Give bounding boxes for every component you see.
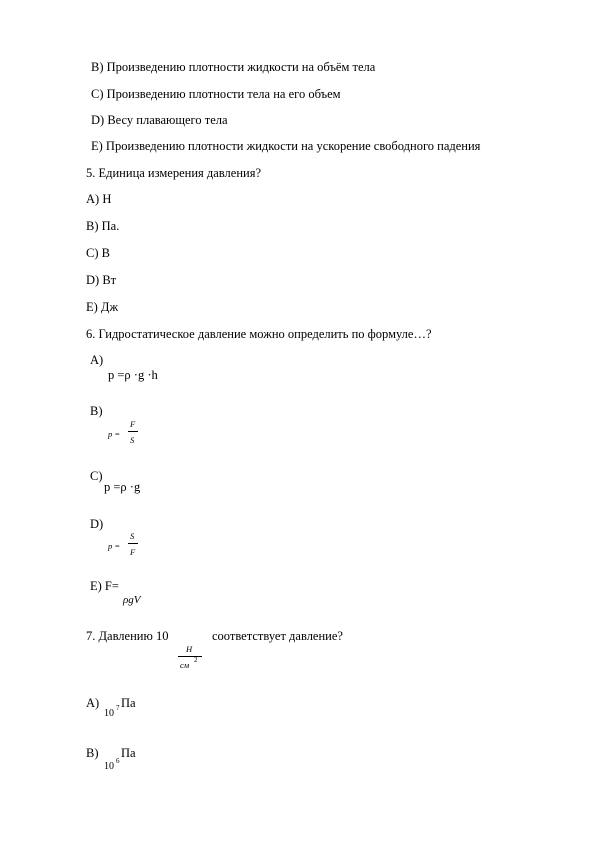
q6-option-d-numerator: S (130, 531, 135, 541)
q4-option-d: D) Весу плавающего тела (91, 113, 228, 127)
q4-option-c: C) Произведению плотности тела на его объем (91, 87, 341, 101)
q4-option-e: E) Произведению плотности жидкости на ускорение свободного падения (91, 139, 481, 153)
q4-option-b: B) Произведению плотности жидкости на объём тела (91, 60, 376, 74)
q6-option-e-formula: ρgV (123, 594, 141, 606)
q7-option-a-unit: Па (121, 696, 136, 710)
q7-option-b-unit: Па (121, 746, 136, 760)
q7-option-a-base: 10 (104, 708, 114, 719)
q5-option-d: D) Вт (86, 273, 117, 287)
q7-option-a-label: A) (86, 696, 100, 710)
q5-option-a: A) H (86, 192, 112, 206)
q7-unit-denominator-exponent: 2 (194, 656, 198, 664)
q7-question-end: соответствует давление? (212, 629, 343, 643)
q7-option-a-exponent: 7 (116, 704, 120, 712)
q6-option-c-label: C) (90, 469, 103, 483)
q6-option-a-label: A) (90, 353, 104, 367)
q6-option-a-formula: p =ρ ·g ·h (108, 368, 158, 382)
q6-option-b-lhs: p = (108, 429, 121, 439)
q6-question: 6. Гидростатическое давление можно определить по формуле…? (86, 327, 432, 341)
q7-option-b-base: 10 (104, 761, 114, 772)
q5-question: 5. Единица измерения давления? (86, 166, 261, 180)
q6-option-e-label: E) F= (90, 579, 119, 593)
q7-unit-numerator: Н (186, 644, 193, 654)
q6-option-b-fraction-bar (128, 431, 138, 432)
q5-option-c: C) B (86, 246, 110, 260)
q5-option-b: B) Па. (86, 219, 120, 233)
q6-option-c-formula: p =ρ ·g (104, 480, 141, 494)
q6-option-d-fraction-bar (128, 543, 138, 544)
q7-unit-denominator: см (180, 660, 190, 670)
q7-option-b-label: B) (86, 746, 99, 760)
q6-option-b-denominator: S (130, 435, 135, 445)
q7-option-b-exponent: 6 (116, 757, 120, 765)
q7-unit-fraction-bar (178, 656, 202, 657)
q7-question-start: 7. Давлению 10 (86, 629, 169, 643)
q6-option-d-lhs: p = (108, 541, 121, 551)
q6-option-d-denominator: F (130, 547, 136, 557)
q5-option-e: E) Дж (86, 300, 119, 314)
q6-option-d-label: D) (90, 517, 104, 531)
q6-option-b-label: B) (90, 404, 103, 418)
q6-option-b-numerator: F (130, 419, 136, 429)
